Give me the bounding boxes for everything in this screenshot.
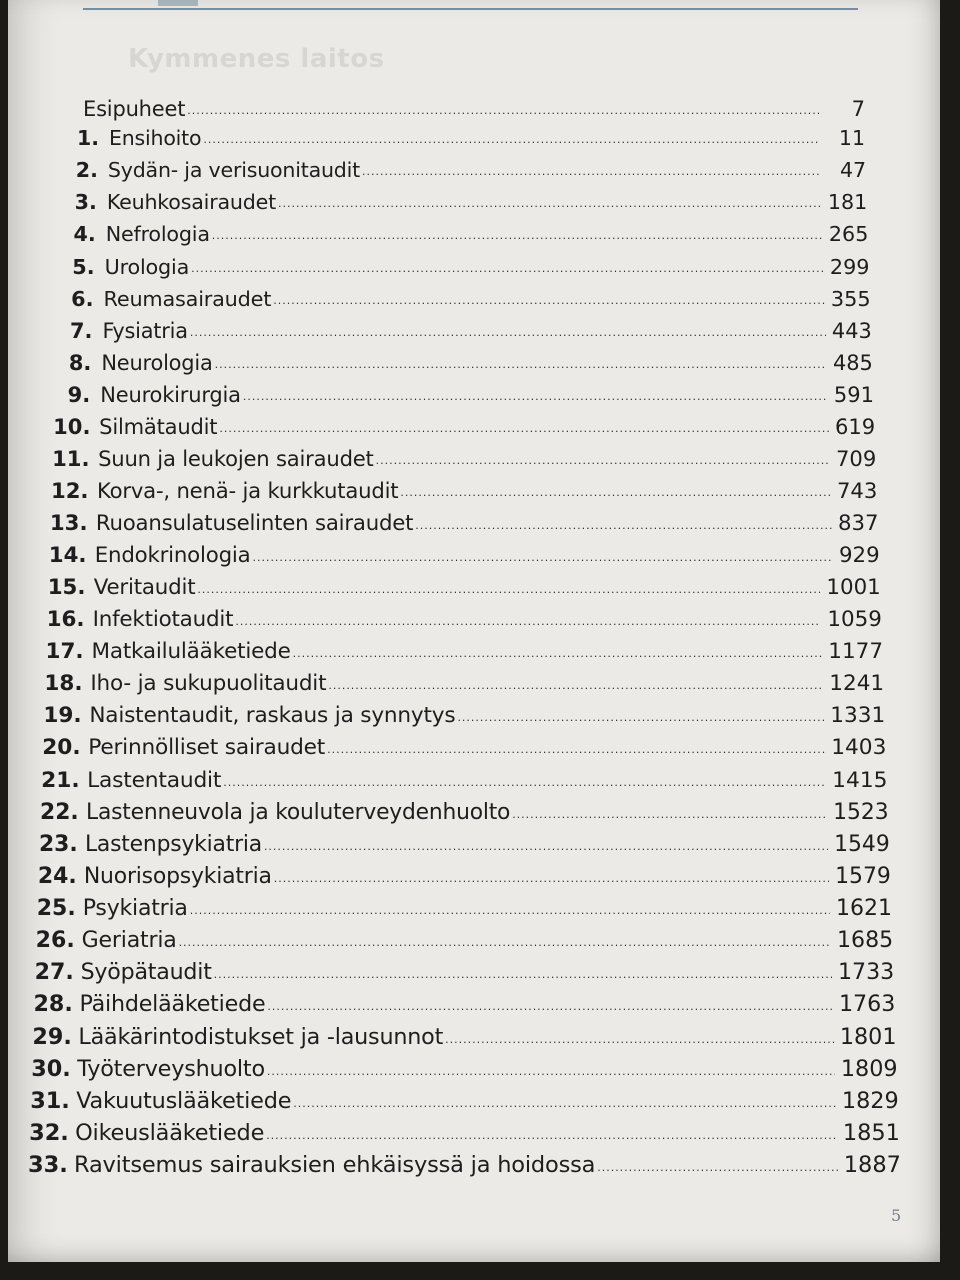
toc-entry-title: Lastentaudit — [87, 767, 222, 793]
toc-entry-page: 1549 — [834, 831, 890, 857]
toc-entry-page: 1829 — [841, 1087, 899, 1114]
dot-leader — [400, 486, 831, 499]
toc-entry-page: 443 — [831, 318, 872, 343]
toc-entry — [58, 283, 871, 311]
toc-entry — [31, 1054, 897, 1082]
toc-entry-number: 1. — [76, 126, 99, 150]
toc-entry-title: Endokrinologia — [94, 542, 251, 568]
toc-entry — [54, 379, 874, 407]
toc-entry-title: Esipuheet — [83, 97, 186, 121]
toc-entry — [44, 668, 884, 696]
toc-entry-page: 7 — [851, 97, 865, 121]
toc-entry — [50, 508, 879, 536]
dot-leader — [264, 840, 828, 853]
dot-leader — [445, 1033, 834, 1046]
table-of-contents — [8, 0, 940, 1262]
toc-entry — [41, 765, 887, 793]
toc-entry-page: 591 — [833, 383, 874, 407]
toc-entry-title: Geriatria — [81, 928, 177, 954]
toc-entry-number: 27. — [34, 959, 74, 986]
toc-entry — [37, 893, 892, 921]
toc-entry-number: 15. — [47, 574, 86, 600]
toc-entry-title: Vakuutuslääketiede — [76, 1087, 292, 1114]
toc-entry-number: 3. — [74, 190, 97, 215]
toc-entry-number: 18. — [44, 671, 83, 697]
toc-entry — [47, 604, 882, 632]
dot-leader — [203, 133, 819, 146]
toc-entry-page: 743 — [836, 478, 878, 504]
toc-entry-page: 1331 — [830, 703, 886, 729]
toc-entry-page: 1733 — [837, 959, 895, 986]
toc-entry — [32, 1022, 896, 1050]
dot-leader — [223, 776, 826, 789]
toc-entry-number: 13. — [49, 510, 88, 536]
dot-leader — [187, 104, 819, 117]
book-page — [8, 0, 940, 1262]
dot-leader — [215, 358, 827, 371]
dot-leader — [362, 165, 820, 178]
toc-entry-page: 299 — [829, 254, 870, 279]
toc-entry — [63, 122, 865, 150]
toc-entry-page: 1809 — [840, 1055, 898, 1082]
toc-entry-page: 1001 — [826, 574, 881, 600]
dot-leader — [274, 872, 829, 885]
toc-entry-page: 837 — [837, 510, 879, 536]
toc-entry — [55, 347, 873, 375]
toc-entry — [30, 1086, 899, 1114]
dot-leader — [266, 1129, 837, 1142]
dot-leader — [190, 904, 830, 917]
dot-leader — [235, 615, 821, 628]
dot-leader — [197, 583, 820, 596]
show-through-heading: Kymmenes laitos — [128, 44, 385, 74]
toc-entry-title: Iho- ja sukupuolitaudit — [90, 671, 327, 697]
toc-entry-number: 20. — [42, 735, 81, 761]
toc-entry — [33, 989, 895, 1017]
toc-entry — [62, 154, 866, 182]
toc-entry-number: 30. — [31, 1055, 71, 1082]
toc-entry-page: 1887 — [843, 1152, 901, 1178]
toc-entry-number: 25. — [36, 896, 76, 921]
toc-entry-number: 28. — [33, 991, 73, 1018]
toc-entry-page: 485 — [832, 350, 873, 375]
toc-entry-title: Työterveyshuolto — [77, 1055, 265, 1082]
toc-entry-page: 1059 — [827, 606, 882, 632]
toc-entry-number: 9. — [67, 383, 91, 407]
toc-entry-number: 4. — [73, 222, 96, 247]
toc-entry — [49, 540, 880, 568]
toc-entry-page: 181 — [827, 190, 868, 215]
toc-entry-number: 22. — [40, 799, 79, 825]
toc-entry-title: Oikeuslääketiede — [75, 1119, 265, 1146]
toc-entry — [36, 925, 893, 953]
dot-leader — [278, 197, 821, 210]
toc-entry-title: Psykiatria — [82, 896, 188, 921]
toc-entry-title: Veritaudit — [93, 574, 196, 600]
toc-entry-title: Lääkärintodistukset ja -lausunnot — [78, 1023, 444, 1050]
toc-entry-title: Naistentaudit, raskaus ja synnytys — [89, 703, 456, 729]
toc-entry-page: 1177 — [828, 639, 883, 664]
dot-leader — [293, 647, 823, 660]
toc-entry-page: 1579 — [835, 863, 891, 889]
dot-leader — [273, 294, 824, 307]
toc-entry — [42, 732, 886, 760]
toc-entry — [28, 1150, 901, 1178]
toc-entry-number: 24. — [37, 863, 77, 889]
toc-entry-number: 12. — [50, 478, 89, 504]
dot-leader — [415, 519, 832, 532]
toc-entry-number: 16. — [46, 606, 85, 632]
toc-entry — [38, 861, 891, 889]
toc-entry-page: 1685 — [837, 928, 894, 954]
toc-entry — [29, 1118, 900, 1146]
toc-entry-number: 23. — [38, 831, 78, 857]
toc-entry-page: 1241 — [829, 671, 885, 697]
toc-entry-title: Nefrologia — [105, 222, 210, 247]
toc-entry-page: 929 — [838, 542, 880, 568]
toc-entry-number: 8. — [68, 350, 92, 375]
toc-entry-number: 14. — [48, 542, 87, 568]
dot-leader — [267, 1000, 833, 1013]
toc-entry-number: 19. — [43, 703, 82, 729]
dot-leader — [293, 1097, 836, 1110]
toc-entry-number: 21. — [41, 767, 80, 793]
dot-leader — [179, 936, 831, 949]
toc-entry-number: 31. — [30, 1087, 70, 1114]
dot-leader — [190, 326, 826, 339]
dot-leader — [214, 968, 832, 981]
dot-leader — [219, 422, 829, 435]
toc-entry-number: 11. — [52, 446, 90, 472]
toc-entry-number: 5. — [72, 254, 95, 279]
toc-entry-title: Urologia — [104, 254, 190, 279]
toc-entry-preface — [83, 93, 865, 121]
toc-entry-title: Perinnölliset sairaudet — [88, 735, 326, 761]
toc-entry-page: 1851 — [842, 1119, 900, 1146]
toc-entry — [51, 475, 877, 503]
dot-leader — [512, 808, 827, 821]
dot-leader — [191, 262, 823, 275]
toc-entry-number: 32. — [29, 1119, 69, 1146]
toc-entry-page: 1763 — [838, 991, 896, 1018]
dot-leader — [376, 454, 830, 467]
toc-entry-page: 619 — [834, 414, 876, 440]
toc-entry-title: Lastenpsykiatria — [84, 831, 262, 857]
toc-entry — [43, 700, 885, 728]
toc-entry — [60, 218, 869, 246]
dot-leader — [243, 390, 828, 403]
toc-entry-number: 7. — [69, 318, 93, 343]
dot-leader — [252, 551, 833, 564]
toc-entry-page: 1523 — [833, 799, 889, 825]
toc-entry — [52, 443, 876, 471]
toc-entry-number: 17. — [45, 639, 84, 664]
dot-leader — [328, 679, 823, 692]
toc-entry — [46, 636, 884, 664]
toc-entry-page: 11 — [838, 126, 865, 150]
toc-entry-page: 1415 — [832, 767, 888, 793]
dot-leader — [327, 743, 825, 756]
toc-entry-number: 10. — [53, 414, 91, 440]
toc-entry-page: 1621 — [836, 896, 892, 921]
toc-entry-page: 709 — [835, 446, 877, 472]
toc-entry-title: Lastenneuvola ja kouluterveydenhuolto — [86, 799, 511, 825]
toc-entry-number: 6. — [71, 286, 94, 311]
toc-entry-number: 33. — [28, 1152, 68, 1178]
dot-leader — [212, 229, 823, 242]
toc-entry-page: 265 — [828, 222, 869, 247]
toc-entry-title: Silmätaudit — [99, 414, 218, 440]
page-number: 5 — [891, 1206, 902, 1225]
toc-entry-number: 26. — [35, 928, 75, 954]
toc-entry-title: Infektiotaudit — [92, 606, 234, 632]
toc-entry-title: Suun ja leukojen sairaudet — [98, 446, 374, 472]
toc-entry-title: Reumasairaudet — [103, 286, 272, 311]
toc-entry-page: 1403 — [831, 735, 887, 761]
dot-leader — [597, 1161, 838, 1174]
toc-entry-page: 47 — [839, 158, 867, 183]
toc-entry — [39, 829, 890, 857]
toc-entry — [56, 315, 871, 343]
toc-entry-title: Neurologia — [101, 350, 213, 375]
toc-entry-title: Syöpätaudit — [80, 959, 212, 986]
toc-entry-title: Nuorisopsykiatria — [83, 863, 272, 889]
toc-entry — [35, 957, 895, 985]
toc-entry — [53, 411, 875, 439]
toc-entry-title: Ravitsemus sairauksien ehkäisyssä ja hoidossa — [74, 1152, 596, 1178]
toc-entry-number: 2. — [75, 158, 98, 183]
dot-leader — [457, 711, 824, 724]
toc-entry — [59, 251, 870, 279]
toc-entry — [40, 797, 889, 825]
toc-entry-title: Sydän- ja verisuonitaudit — [107, 158, 361, 183]
toc-entry-number: 29. — [32, 1023, 72, 1050]
toc-entry-title: Ruoansulatuselinten sairaudet — [95, 510, 414, 536]
toc-entry-title: Fysiatria — [102, 318, 188, 343]
toc-entry-page: 1801 — [839, 1023, 897, 1050]
toc-entry-title: Keuhkosairaudet — [106, 190, 277, 215]
toc-entry-title: Korva-, nenä- ja kurkkutaudit — [96, 478, 399, 504]
toc-entry-title: Päihdelääketiede — [79, 991, 266, 1018]
toc-entry — [61, 186, 867, 214]
toc-entry-title: Matkailulääketiede — [91, 639, 291, 664]
toc-entry-title: Neurokirurgia — [100, 383, 241, 407]
toc-entry-title: Ensihoito — [109, 126, 202, 150]
toc-entry — [48, 572, 881, 600]
toc-entry-page: 355 — [830, 286, 871, 311]
dot-leader — [267, 1065, 835, 1078]
